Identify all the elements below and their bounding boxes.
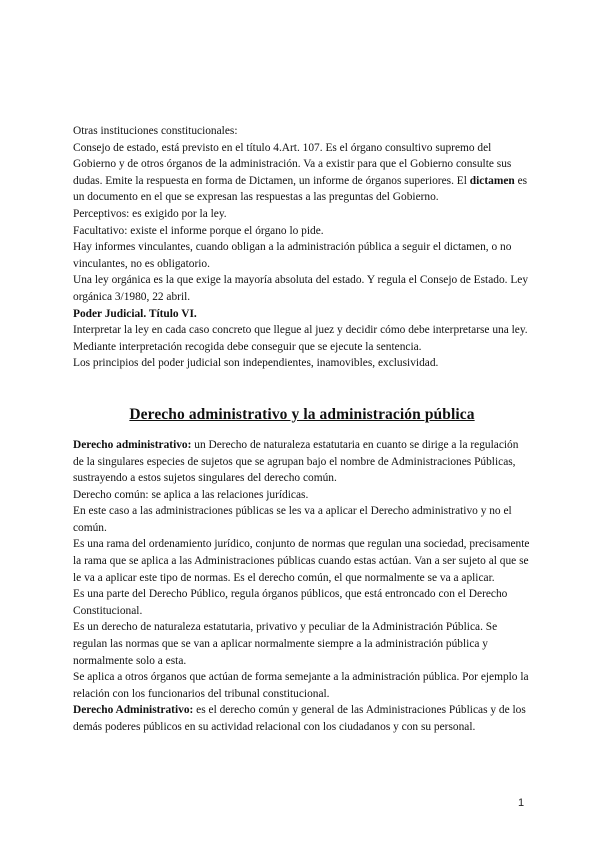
poder-judicial-heading: Poder Judicial. Título VI. <box>73 307 197 320</box>
rama-paragraph: Es una rama del ordenamiento jurídico, conjunto de normas que regulan una sociedad, precisamente la rama que se aplica a las Administraciones públicas cuando estas actúan. Van a ser sujeto al que se le va a aplicar este tipo de normas. Es el derecho común, el que normalmente se va a aplicar. <box>73 538 530 584</box>
consejo-text: Consejo de estado, está previsto en el título 4.Art. 107. Es el órgano consultivo supremo del Gobierno y de otros órganos de la administración. Va a existir para que el Gobierno consulte sus dudas. Emite la respuesta en forma de Dictamen, un informe de órganos superiores. El <box>73 141 512 187</box>
ley-organica-paragraph: Una ley orgánica es la que exige la mayoría absoluta del estado. Y regula el Consejo de Estado. Ley orgánica 3/1980, 22 abril. <box>73 274 529 303</box>
definition-text-2: es el derecho común y general de las Administraciones Públicas y de los demás poderes públicos en su actividad relacional con los ciudadanos y con su personal. <box>73 704 526 733</box>
definition-text-1: un Derecho de naturaleza estatutaria en cuanto se dirige a la regulación de la singulares especies de sujetos que se agrupan bajo el nombre de Administraciones Públicas, sustrayendo a estos sujetos singulares del derecho común. <box>73 438 519 485</box>
derecho-comun-line: Derecho común: se aplica a las relaciones jurídicas. <box>73 488 309 501</box>
en-este-caso-paragraph: En este caso a las administraciones públicas se les va a aplicar el Derecho administrativo y no el común. <box>73 505 512 534</box>
facultativo-line: Facultativo: existe el informe porque el órgano lo pide. <box>73 224 324 237</box>
definition-term-1: Derecho administrativo: <box>73 438 192 451</box>
consejo-paragraph <box>73 140 531 206</box>
intro-line: Otras instituciones constitucionales: <box>73 125 238 137</box>
definition-paragraph-2 <box>73 702 531 735</box>
section-heading: Derecho administrativo y la administración pública <box>129 405 475 423</box>
dictamen-term: dictamen <box>469 174 515 187</box>
definition-term-2: Derecho Administrativo: <box>73 704 194 717</box>
dictamen-definition: es un documento en el que se expresan las respuestas a las preguntas del Gobierno. <box>73 174 528 204</box>
principios-paragraph: Los principios del poder judicial son independientes, inamovibles, exclusividad. <box>73 357 439 370</box>
page-number: 1 <box>518 797 525 809</box>
estatutaria-paragraph: Es un derecho de naturaleza estatutaria, privativo y peculiar de la Administración Pública. Se regulan las normas que se van a aplicar normalmente siempre a la administración pública y normalmente solo a esta. <box>73 621 498 667</box>
document-page <box>73 123 531 736</box>
perceptivos-line: Perceptivos: es exigido por la ley. <box>73 207 227 220</box>
parte-paragraph: Es una parte del Derecho Público, regula órganos públicos, que está entroncado con el Derecho Constitucional. <box>73 588 508 617</box>
otros-organos-paragraph: Se aplica a otros órganos que actúan de forma semejante a la administración pública. Por ejemplo la relación con los funcionarios del tribunal constitucional. <box>73 671 529 700</box>
vinculantes-paragraph: Hay informes vinculantes, cuando obligan a la administración pública a seguir el dictamen, o no vinculantes, no es obligatorio. <box>73 241 512 270</box>
definition-paragraph-1 <box>73 437 531 487</box>
interpretar-paragraph: Interpretar la ley en cada caso concreto que llegue al juez y decidir cómo debe interpretarse una ley. Mediante interpretación recogida debe conseguir que se ejecute la sentencia. <box>73 324 528 353</box>
